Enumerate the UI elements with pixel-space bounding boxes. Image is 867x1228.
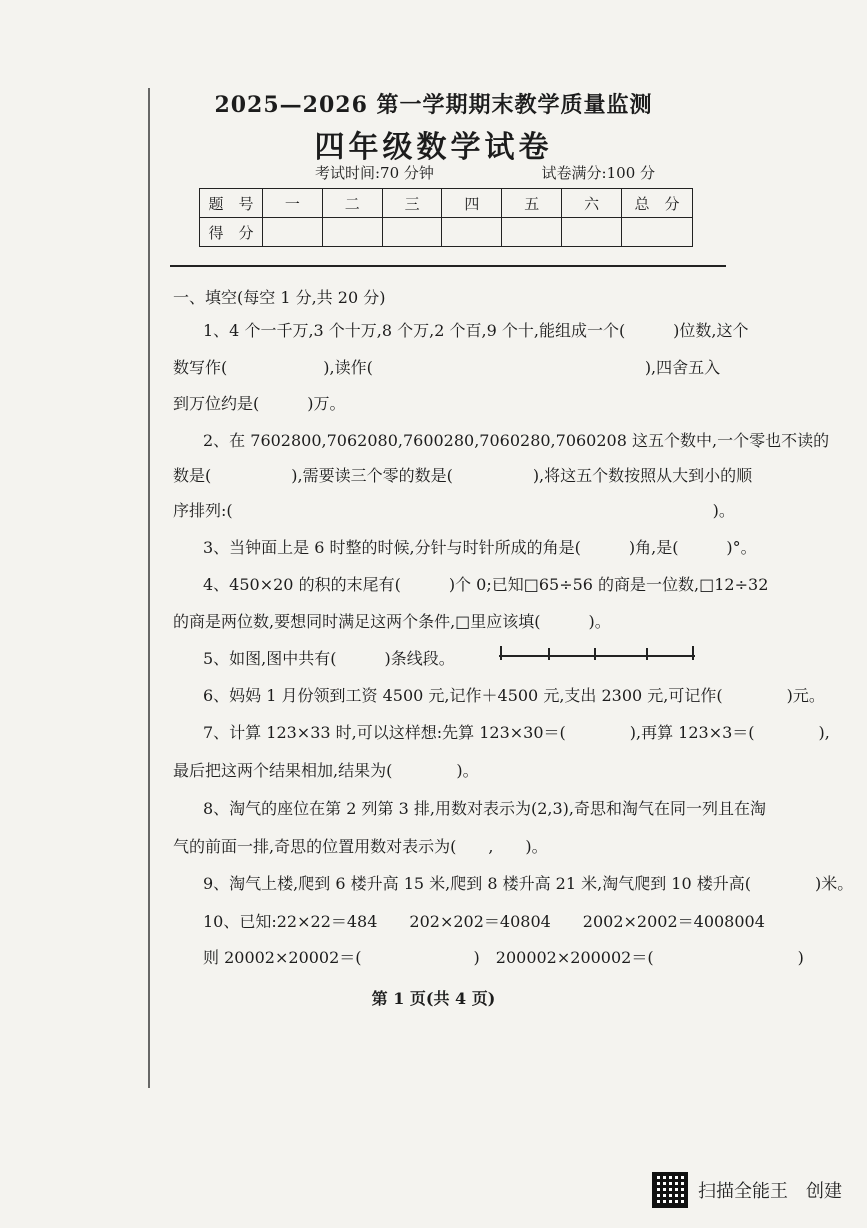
score-cell: 三 [382,189,442,218]
page-number: 第 1 页(共 4 页) [371,989,496,1008]
score-cell: 总 分 [622,189,693,218]
question-2-line-2: 数是( ),需要读三个零的数是( ),将这五个数按照从大到小的顺 [173,466,753,485]
question-6: 6、妈妈 1 月份领到工资 4500 元,记作＋4500 元,支出 2300 元,可记作( )元。 [203,686,825,705]
score-entry-cell[interactable] [442,218,502,247]
section-title: 一、填空(每空 1 分,共 20 分) [173,288,386,307]
score-cell: 五 [502,189,562,218]
score-table [199,188,693,247]
question-10-line-2: 则 20002×20002＝( ) 200002×200002＝( ) [203,948,804,967]
score-entry-cell[interactable] [322,218,382,247]
question-2-line-1: 2、在 7602800,7062080,7600280,7060280,7060208 这五个数中,一个零也不读的 [203,431,830,450]
score-cell: 二 [322,189,382,218]
exam-subtitle: 四年级数学试卷 [314,130,553,165]
score-cell: 题 号 [200,189,263,218]
question-1-line-1: 1、4 个一千万,3 个十万,8 个万,2 个百,9 个十,能组成一个( )位数,这个 [203,321,749,340]
score-entry-cell[interactable] [562,218,622,247]
score-entry-cell[interactable] [622,218,693,247]
question-2-line-3: 序排列:( )。 [173,501,735,520]
question-5: 5、如图,图中共有( )条线段。 [203,649,455,668]
score-entry-cell[interactable] [382,218,442,247]
exam-meta [315,162,655,183]
score-table-score-row [200,218,693,247]
question-1-line-3: 到万位约是( )万。 [173,394,346,413]
scanner-watermark [652,1172,842,1208]
score-cell: 六 [562,189,622,218]
question-4-line-2: 的商是两位数,要想同时满足这两个条件,□里应该填( )。 [173,612,611,631]
score-entry-cell[interactable] [502,218,562,247]
score-cell: 四 [442,189,502,218]
score-cell: 一 [263,189,323,218]
score-label-cell: 得 分 [200,218,263,247]
qr-code-icon [652,1172,688,1208]
watermark-text: 扫描全能王 创建 [698,1181,842,1202]
question-7-line-1: 7、计算 123×33 时,可以这样想:先算 123×30＝( ),再算 123×3＝( ), [203,723,830,742]
question-3: 3、当钟面上是 6 时整的时候,分针与时针所成的角是( )角,是( )°。 [203,538,757,557]
question-10-line-1: 10、已知:22×22＝484 202×202＝40804 2002×2002＝4008004 [203,912,765,931]
question-8-line-2: 气的前面一排,奇思的位置用数对表示为( , )。 [173,837,548,856]
question-7-line-2: 最后把这两个结果相加,结果为( )。 [173,761,479,780]
header-separator [170,265,726,267]
exam-time: 考试时间:70 分钟 [315,164,434,182]
full-score: 试卷满分:100 分 [541,164,655,182]
exam-title: 2025—2026 第一学期期末教学质量监测 [214,92,653,118]
binding-margin-line [148,88,150,1088]
question-4-line-1: 4、450×20 的积的末尾有( )个 0;已知□65÷56 的商是一位数,□12÷32 [203,575,769,594]
score-table-header-row [200,189,693,218]
question-8-line-1: 8、淘气的座位在第 2 列第 3 排,用数对表示为(2,3),奇思和淘气在同一列且在淘 [203,799,766,818]
question-1-line-2: 数写作( ),读作( ),四舍五入 [173,358,721,377]
line-segment-figure [497,640,697,664]
question-9: 9、淘气上楼,爬到 6 楼升高 15 米,爬到 8 楼升高 21 米,淘气爬到 10 楼升高( )米。 [203,874,854,893]
score-entry-cell[interactable] [263,218,323,247]
